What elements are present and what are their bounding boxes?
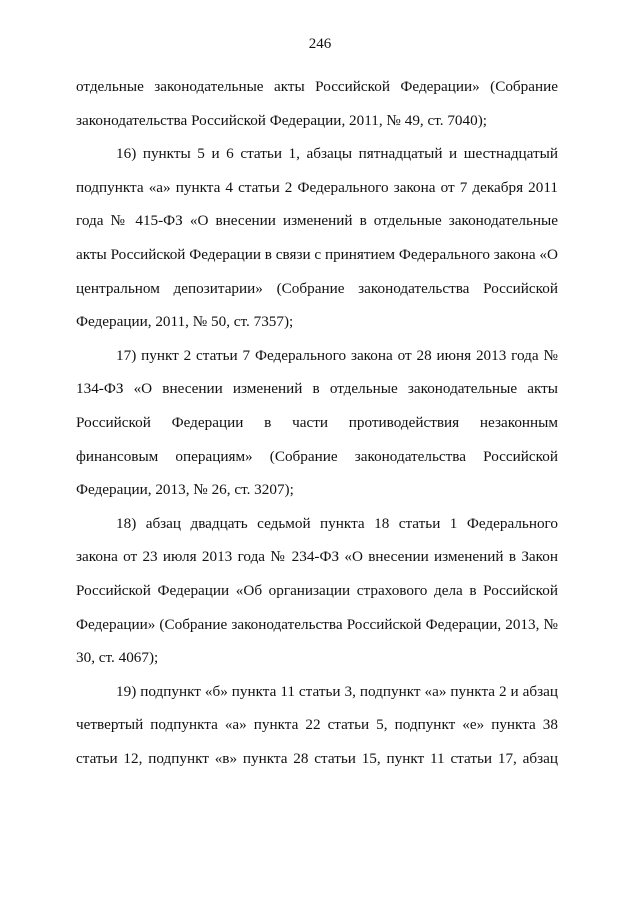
- paragraph-item-16: 16) пункты 5 и 6 статьи 1, абзацы пятнадцатый и шестнадцатый подпункта «а» пункта 4 статьи 2 Федерального закона от 7 декабря 2011 года № 415-ФЗ «О внесении изменений в отдельные законодательные акты Российской Федерации в связи с принятием Федерального закона «О центральном депозитарии» (Собрание законодательства Российской Федерации, 2011, № 50, ст. 7357);: [76, 145, 558, 331]
- paragraph-item-18: 18) абзац двадцать седьмой пункта 18 статьи 1 Федерального закона от 23 июля 2013 года № 234-ФЗ «О внесении изменений в Закон Российской Федерации «Об организации страхового дела в Российской Федерации» (Собрание законодательства Российской Федерации, 2013, № 30, ст. 4067);: [76, 514, 558, 667]
- paragraph-continuation: отдельные законодательные акты Российской Федерации» (Собрание законодательства Российской Федерации, 2011, № 49, ст. 7040);: [76, 78, 558, 129]
- paragraph-item-19: 19) подпункт «б» пункта 11 статьи 3, подпункт «а» пункта 2 и абзац четвертый подпункта «а» пункта 22 статьи 5, подпункт «е» пункта 38 статьи 12, подпункт «в» пункта 28 статьи 15, пункт 11 статьи 17, абзац: [76, 682, 558, 767]
- document-body: [76, 70, 558, 775]
- page-number: 246: [308, 36, 332, 52]
- paragraph-item-17: 17) пункт 2 статьи 7 Федерального закона от 28 июня 2013 года № 134-ФЗ «О внесении изменений в отдельные законодательные акты Российской Федерации в части противодействия незаконным финансовым операциям» (Собрание законодательства Российской Федерации, 2013, № 26, ст. 3207);: [76, 346, 558, 499]
